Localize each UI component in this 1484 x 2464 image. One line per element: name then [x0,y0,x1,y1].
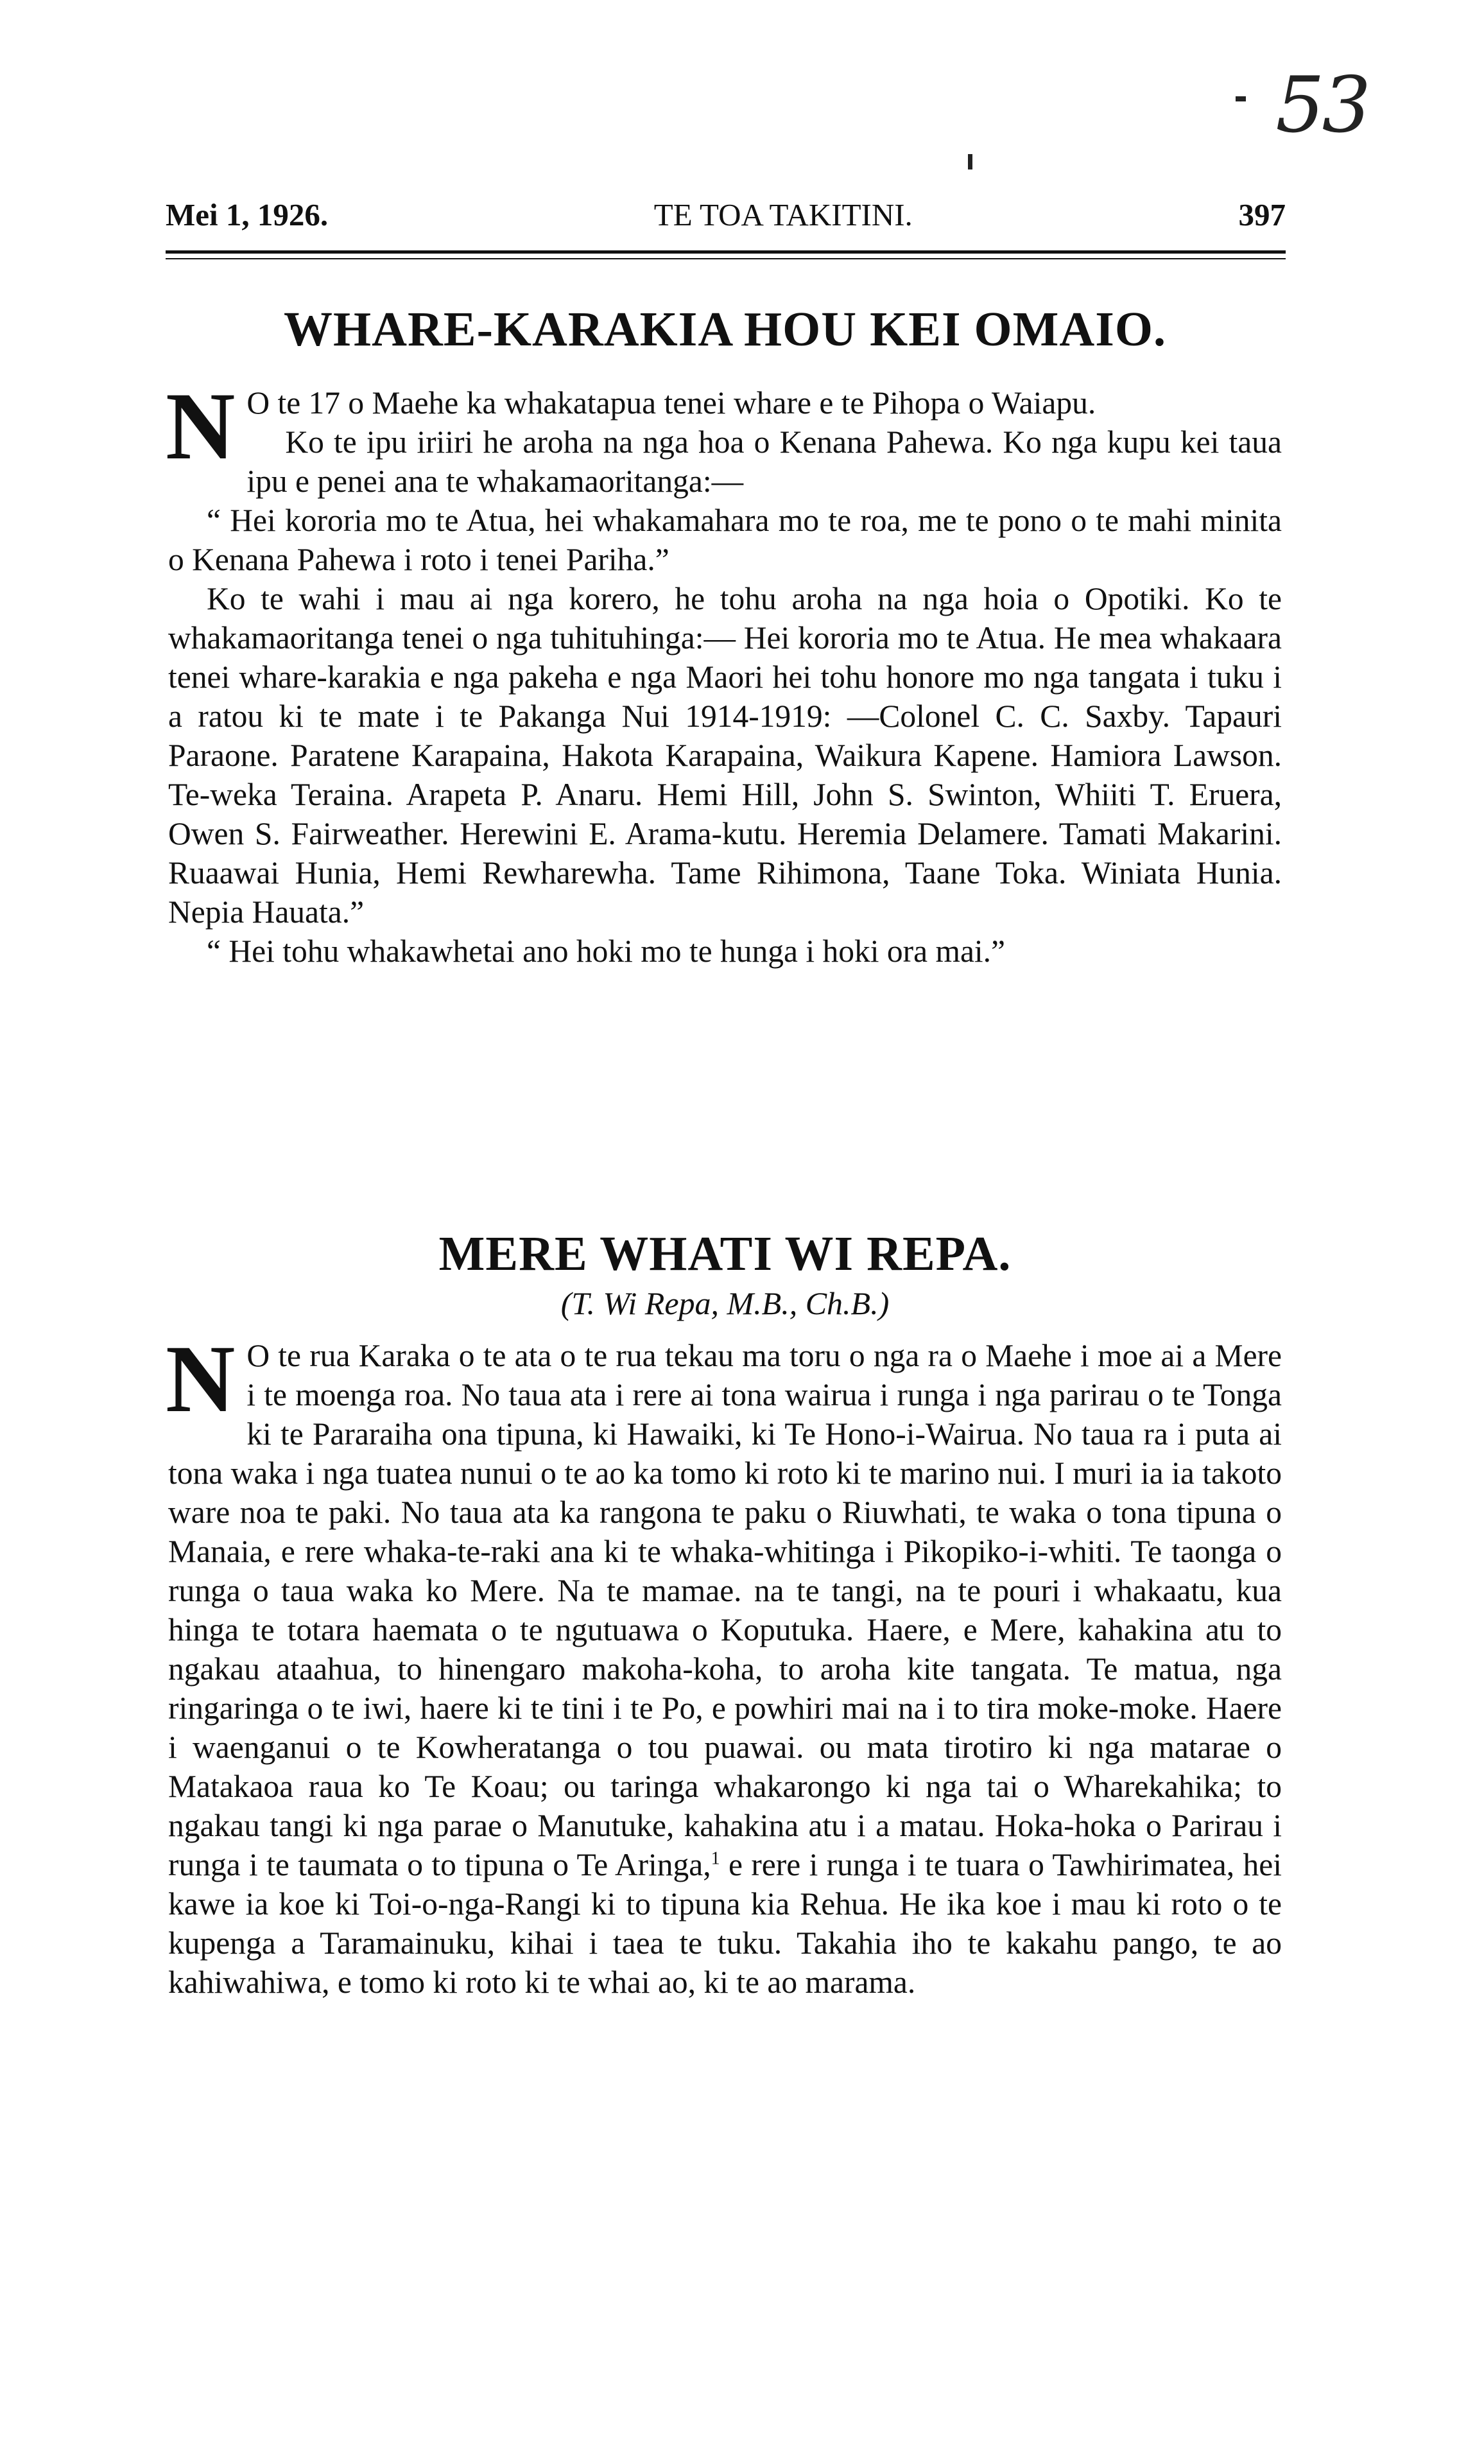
drop-cap: N [166,1326,236,1432]
paragraph [166,1326,1282,2002]
article-byline: (T. Wi Repa, M.B., Ch.B.) [560,1285,890,1321]
header-rule [166,250,1286,254]
footnote-marker: 1 [711,1848,720,1869]
paragraph-text: e rere i runga i te tuara o Tawhirimatea, hei kawe ia koe ki Toi-o-nga-Rangi ki to tipuna kia Rehua. He ika koe i mau ki roto o te kupenga a Taramainuku, kihai i taea te tuku. Takahia iho te kakahu pango, te ao kahiwahiwa, e tomo ki roto ki te whai ao, ki te ao marama. [168,1847,1282,2000]
paragraph: Ko te ipu iriiri he aroha na nga hoa o Kenana Pahewa. Ko nga kupu kei taua ipu e penei ana te whakamaoritanga:— [246,424,1282,499]
article-body [166,373,1282,971]
article-body [166,1326,1282,2002]
paragraph-text: O te rua Karaka o te ata o te rua tekau ma toru o nga ra o Maehe i moe ai a Mere i te moenga roa. No taua ata i rere ai tona wairua i runga i nga parirau o te Tonga ki te Pararaiha ona tipuna, ki Hawaiki, ki Te Hono-i-Wairua. No taua ra i puta ai tona waka i nga tuatea nunui o te ao ka tomo ki roto ki te marino nui. I muri ia ia takoto ware noa te paki. No taua ata ka rangona te paku o Riuwhati, te waka o tona tipuna o Manaia, e rere whaka-te-raki ana ki te whaka-whitinga i Pikopiko-i-whiti. Te taonga o runga o taua waka ko Mere. Na te mamae. na te tangi, na te pouri i whakaatu, kua hinga te totara haemata o te ngutuawa o Koputuka. Haere, e Mere, kahakina atu to ngakau ataahua, to hinengaro makoha-koha, to aroha kite tangata. Te matua, nga ringaringa o te iwi, haere ki te tini i te Po, e powhiri mai na i to tira moke-moke. Haere i waenganui o te Kowheratanga o tou puawai. ou mata tirotiro ki nga matarae o Matakaoa raua ko Te Koau; ou taringa whakarongo ki nga tai o Wharekahika; to ngakau tangi ki nga parae o Manutuke, kahakina atu i a matau. Hoka-hoka o Parirau i runga i te taumata o to tipuna o Te Aringa, [168,1338,1282,1882]
journal-title: TE TOA TAKITINI. [653,197,913,232]
stray-ink-tick [968,154,972,169]
paragraph: “ Hei tohu whakawhetai ano hoki mo te hunga i hoki ora mai.” [207,933,1006,969]
article-title: MERE WHATI WI REPA. [438,1227,1012,1281]
article-title: WHARE-KARAKIA HOU KEI OMAIO. [284,302,1166,356]
paragraph: “ Hei kororia mo te Atua, hei whakamahara mo te roa, me te pono o te mahi minita o Kenana Pahewa i roto i tenei Pariha.” [168,503,1282,577]
article-whare-karakia [168,302,1282,971]
stray-ink-mark [1236,96,1246,101]
running-header [166,196,1286,233]
drop-cap: N [166,373,236,480]
paragraph-text: O te 17 o Maehe ka whakatapua tenei whare e te Pihopa o Waiapu. [246,385,1096,421]
article-mere-whati [168,1226,1282,2002]
issue-date: Mei 1, 1926. [166,197,329,232]
paragraph: Ko te wahi i mau ai nga korero, he tohu aroha na nga hoia o Opotiki. Ko te whakamaoritanga tenei o nga tuhituhinga:— Hei kororia mo te Atua. He mea whakaara tenei whare-karakia e nga pakeha e nga Maori hei tohu honore mo nga tangata i tuku i a ratou ki te mate i te Pakanga Nui 1914-1919: —Colonel C. C. Saxby. Tapauri Paraone. Paratene Karapaina, Hakota Karapaina, Waikura Kapene. Hamiora Lawson. Te-weka Teraina. Arapeta P. Anaru. Hemi Hill, John S. Swinton, Whiiti T. Eruera, Owen S. Fairweather. Herewini E. Arama-kutu. Heremia Delamere. Tamati Makarini. Ruaawai Hunia, Hemi Rewharewha. Tame Rihimona, Taane Toka. Winiata Hunia. Nepia Hauata.” [168,581,1282,930]
page-number: 397 [1238,197,1286,232]
header-rule-thin [166,258,1286,259]
handwritten-page-mark: 53 [1275,61,1368,150]
